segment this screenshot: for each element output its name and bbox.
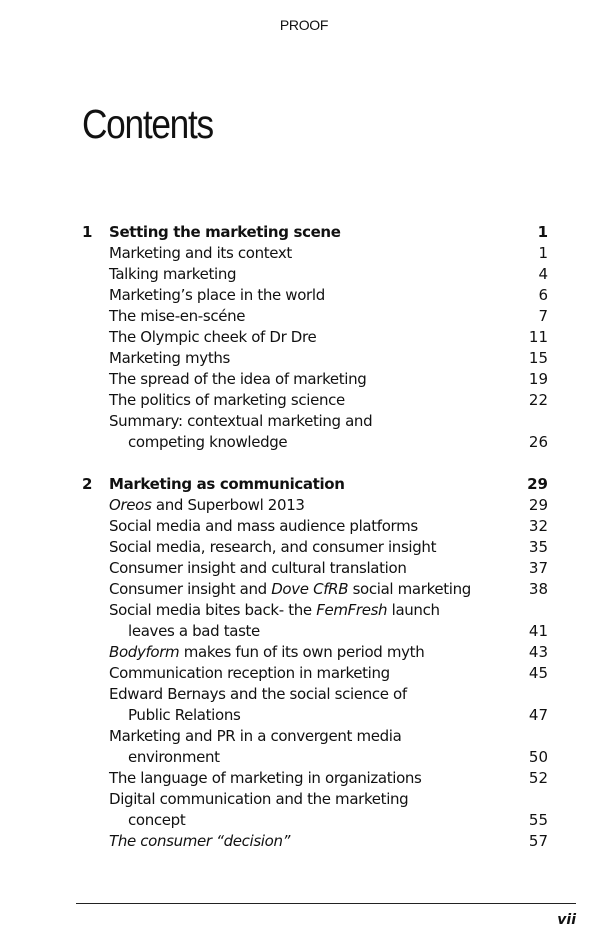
entry-text-rest: launch bbox=[387, 601, 440, 619]
toc-entry[interactable] bbox=[82, 768, 552, 789]
entry-text-italic: Dove CfRB bbox=[271, 580, 349, 598]
chapter-heading[interactable] bbox=[82, 222, 552, 243]
entry-page: 29 bbox=[528, 496, 548, 514]
entry-page: 32 bbox=[528, 517, 548, 535]
chapter-title: Marketing as communication bbox=[109, 475, 345, 493]
entry-page: 19 bbox=[528, 370, 548, 388]
entry-page: 7 bbox=[538, 307, 548, 325]
toc-entry[interactable] bbox=[82, 495, 552, 516]
toc-entry[interactable] bbox=[82, 327, 552, 348]
entry-text-italic: The consumer “decision” bbox=[109, 832, 291, 850]
entry-page: 38 bbox=[528, 580, 548, 598]
toc-entry[interactable] bbox=[82, 369, 552, 390]
table-of-contents bbox=[82, 222, 552, 852]
entry-text-continued: environment bbox=[128, 748, 220, 766]
entry-text: Communication reception in marketing bbox=[109, 664, 390, 682]
entry-page: 52 bbox=[528, 769, 548, 787]
entry-text: Marketing’s place in the world bbox=[109, 286, 325, 304]
entry-page: 55 bbox=[528, 811, 548, 829]
toc-entry[interactable] bbox=[82, 663, 552, 684]
chapter-title: Setting the marketing scene bbox=[109, 223, 341, 241]
entry-text: The language of marketing in organizations bbox=[109, 769, 422, 787]
chapter-number: 2 bbox=[82, 475, 93, 493]
toc-entry[interactable] bbox=[82, 537, 552, 558]
entry-page: 47 bbox=[528, 706, 548, 724]
entry-text: Marketing and its context bbox=[109, 244, 292, 262]
toc-entry[interactable] bbox=[82, 684, 552, 726]
entry-text-continued: concept bbox=[128, 811, 186, 829]
toc-entry[interactable] bbox=[82, 306, 552, 327]
entry-text: Marketing myths bbox=[109, 349, 230, 367]
page-folio: vii bbox=[557, 912, 576, 928]
toc-entry[interactable] bbox=[82, 390, 552, 411]
entry-text-continued: competing knowledge bbox=[128, 433, 288, 451]
toc-entry[interactable] bbox=[82, 600, 552, 642]
entry-text: The spread of the idea of marketing bbox=[109, 370, 367, 388]
entry-page: 6 bbox=[538, 286, 548, 304]
entry-text: Digital communication and the marketing bbox=[109, 790, 409, 808]
entry-text-rest: social marketing bbox=[348, 580, 471, 598]
toc-entry[interactable] bbox=[82, 789, 552, 831]
toc-entry[interactable] bbox=[82, 831, 552, 852]
entry-text: and Superbowl 2013 bbox=[151, 496, 305, 514]
entry-page: 22 bbox=[528, 391, 548, 409]
entry-page: 37 bbox=[528, 559, 548, 577]
entry-page: 45 bbox=[528, 664, 548, 682]
entry-text: Summary: contextual marketing and bbox=[109, 412, 373, 430]
entry-page: 4 bbox=[538, 265, 548, 283]
page-title: Contents bbox=[82, 101, 213, 147]
toc-entry[interactable] bbox=[82, 243, 552, 264]
toc-entry[interactable] bbox=[82, 579, 552, 600]
toc-entry[interactable] bbox=[82, 642, 552, 663]
toc-entry[interactable] bbox=[82, 264, 552, 285]
entry-text: Social media, research, and consumer insight bbox=[109, 538, 437, 556]
toc-entry[interactable] bbox=[82, 726, 552, 768]
entry-page: 11 bbox=[528, 328, 548, 346]
entry-text: Social media and mass audience platforms bbox=[109, 517, 418, 535]
entry-text-italic: Oreos bbox=[109, 496, 152, 514]
entry-text: Consumer insight and cultural translation bbox=[109, 559, 407, 577]
entry-page: 35 bbox=[528, 538, 548, 556]
entry-page: 57 bbox=[528, 832, 548, 850]
entry-page: 15 bbox=[528, 349, 548, 367]
chapter-page: 29 bbox=[527, 475, 548, 493]
toc-entry[interactable] bbox=[82, 411, 552, 453]
entry-text-continued: Public Relations bbox=[128, 706, 241, 724]
entry-text: Marketing and PR in a convergent media bbox=[109, 727, 402, 745]
entry-page: 26 bbox=[528, 433, 548, 451]
toc-entry[interactable] bbox=[82, 348, 552, 369]
entry-text: Talking marketing bbox=[109, 265, 237, 283]
entry-text-continued: leaves a bad taste bbox=[128, 622, 260, 640]
entry-page: 43 bbox=[528, 643, 548, 661]
entry-text: Edward Bernays and the social science of bbox=[109, 685, 407, 703]
entry-text-italic: Bodyform bbox=[109, 643, 180, 661]
toc-entry[interactable] bbox=[82, 285, 552, 306]
entry-page: 50 bbox=[528, 748, 548, 766]
toc-entry[interactable] bbox=[82, 516, 552, 537]
entry-text: The mise-en-scéne bbox=[109, 307, 246, 325]
toc-entry[interactable] bbox=[82, 558, 552, 579]
entry-text: makes fun of its own period myth bbox=[179, 643, 425, 661]
entry-text-italic: FemFresh bbox=[316, 601, 388, 619]
footer-rule bbox=[76, 903, 576, 904]
entry-page: 41 bbox=[528, 622, 548, 640]
chapter-heading[interactable] bbox=[82, 474, 552, 495]
entry-text: The politics of marketing science bbox=[109, 391, 345, 409]
chapter-page: 1 bbox=[537, 223, 548, 241]
entry-text: Consumer insight and bbox=[109, 580, 272, 598]
proof-label: PROOF bbox=[279, 17, 329, 33]
chapter-number: 1 bbox=[82, 223, 93, 241]
entry-text: Social media bites back- the bbox=[109, 601, 317, 619]
entry-text: The Olympic cheek of Dr Dre bbox=[109, 328, 317, 346]
entry-page: 1 bbox=[538, 244, 548, 262]
